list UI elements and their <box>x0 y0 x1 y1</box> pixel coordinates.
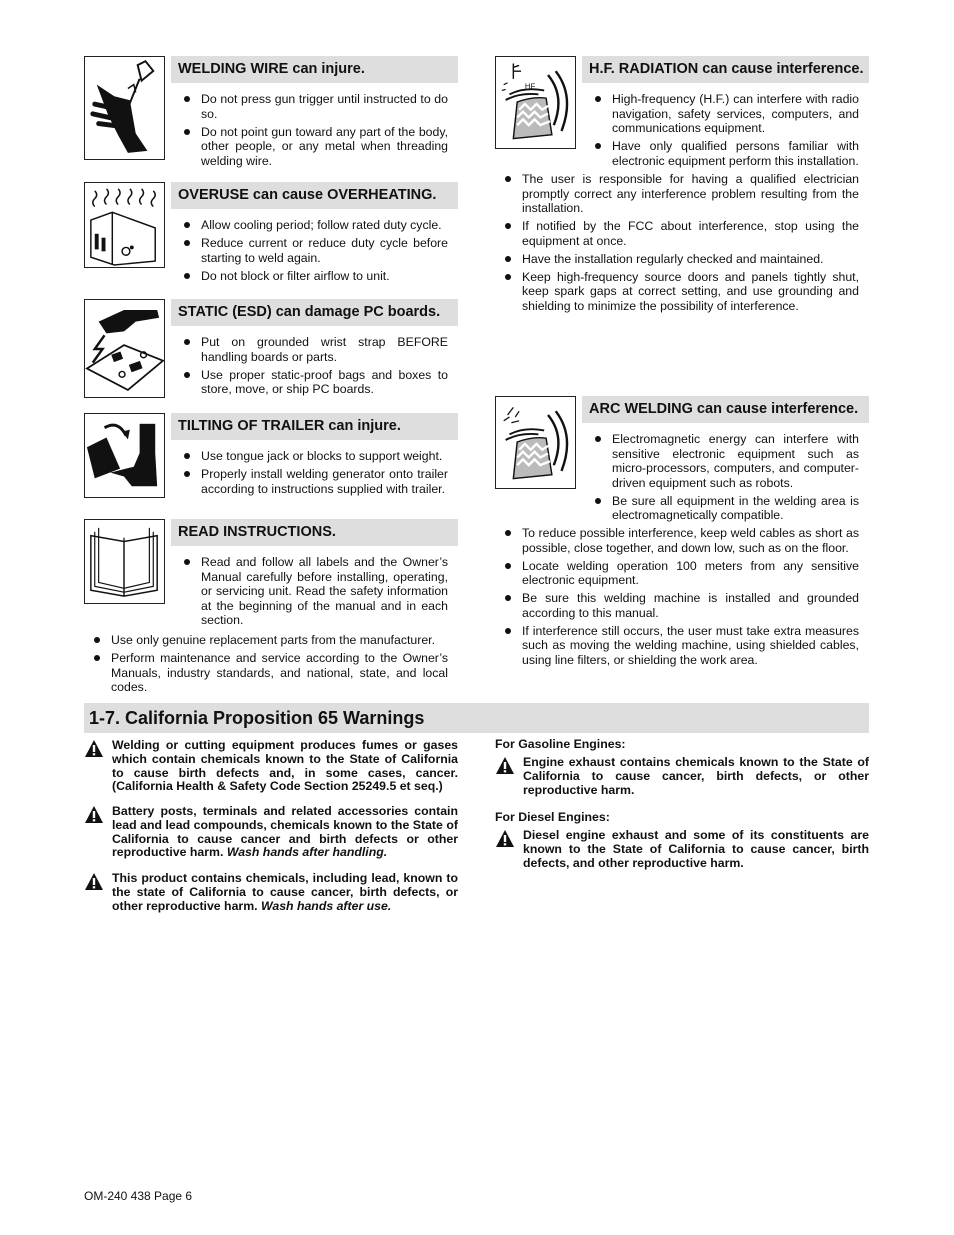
arc-extra-bullets <box>522 526 859 671</box>
open-manual-icon <box>84 519 165 604</box>
hazard-title: TILTING OF TRAILER can injure. <box>171 413 458 440</box>
list-item: Use tongue jack or blocks to support weight. <box>201 449 448 464</box>
warning-text: Engine exhaust contains chemicals known to the State of California to cause cancer, birth defects, or other reproductive harm. <box>523 755 869 797</box>
prop65-warning-diesel <box>495 829 869 870</box>
list-item: Read and follow all labels and the Owner’s Manual carefully before installing, operating, or servicing unit. Read the safety information at the beginning of the manual and in each section. <box>201 555 448 627</box>
list-item: Use only genuine replacement parts from the manufacturer. <box>111 633 448 648</box>
hazard-title: STATIC (ESD) can damage PC boards. <box>171 299 458 326</box>
warning-text: Battery posts, terminals and related accessories contain lead and lead compounds, chemicals known to the State of California to cause cancer and birth defects or other reproductive harm. Wash hands after handling. <box>112 804 458 860</box>
page-footer: OM-240 438 Page 6 <box>84 1189 193 1203</box>
hazard-bullets <box>201 92 448 172</box>
overheating-unit-icon <box>84 182 165 268</box>
list-item: Do not press gun trigger until instructed to do so. <box>201 92 448 121</box>
hf-extra-bullets <box>522 172 859 317</box>
warning-triangle-icon <box>84 739 104 758</box>
list-item: Put on grounded wrist strap BEFORE handling boards or parts. <box>201 335 448 364</box>
hazard-hf-radiation <box>495 56 869 346</box>
list-item: Have the installation regularly checked and maintained. <box>522 252 859 267</box>
list-item: Allow cooling period; follow rated duty cycle. <box>201 218 448 233</box>
list-item: To reduce possible interference, keep weld cables as short as possible, close together, and down low, such as on the floor. <box>522 526 859 555</box>
warning-text: Diesel engine exhaust and some of its constituents are known to the State of California to cause cancer, birth defects, and other reproductive harm. <box>523 828 869 870</box>
list-item: The user is responsible for having a qualified electrician promptly correct any interference problem resulting from the installation. <box>522 172 859 215</box>
hazard-bullets <box>201 555 448 631</box>
list-item: If interference still occurs, the user must take extra measures such as moving the welding machine, using shielded cables, using line filters, or shielding the work area. <box>522 623 859 667</box>
list-item: If notified by the FCC about interference, stop using the equipment at once. <box>522 219 859 248</box>
trailer-tilt-foot-icon <box>84 413 165 498</box>
welding-wire-hand-icon <box>84 56 165 160</box>
static-pc-board-icon <box>84 299 165 398</box>
hazard-bullets <box>201 335 448 400</box>
prop65-warning-gasoline <box>495 756 869 797</box>
hf-radiation-icon <box>495 56 576 149</box>
hazard-bullets <box>201 449 448 500</box>
warning-text: Welding or cutting equipment produces fumes or gases which contain chemicals known to the State of California to cause birth defects and, in some cases, cancer. (California Health & Safety Code Section 25249.5 et seq.) <box>112 738 458 794</box>
list-item: Keep high-frequency source doors and panels tightly shut, keep spark gaps at correct setting, and use grounding and shielding to minimize the possibility of interference. <box>522 269 859 313</box>
list-item: Locate welding operation 100 meters from any sensitive electronic equipment. <box>522 558 859 587</box>
list-item: Be sure all equipment in the welding area is electromagnetically compatible. <box>612 493 859 522</box>
hazard-bullets <box>201 218 448 287</box>
section-title: 1-7. California Proposition 65 Warnings <box>84 703 869 733</box>
list-item: Do not block or filter airflow to unit. <box>201 269 448 284</box>
hf-label: HF <box>524 81 536 91</box>
hazard-title: READ INSTRUCTIONS. <box>171 519 458 546</box>
list-item: Perform maintenance and service according to the Owner’s Manuals, industry standards, and national, state, and local codes. <box>111 651 448 694</box>
prop65-warning-fumes <box>84 739 458 794</box>
hazard-bullets <box>612 432 859 526</box>
list-item: Properly install welding generator onto trailer according to instructions supplied with trailer. <box>201 467 448 496</box>
warning-text: This product contains chemicals, including lead, known to the state of California to cause cancer, birth defects, or other reproductive harm. Wash hands after use. <box>112 871 458 913</box>
list-item: Electromagnetic energy can interfere with sensitive electronic equipment such as micro-processors, computers, and computer-driven equipment such as robots. <box>612 432 859 490</box>
prop65-warning-product <box>84 872 458 913</box>
hazard-welding-wire <box>84 56 458 166</box>
list-item: Be sure this welding machine is installed and grounded according to this manual. <box>522 591 859 620</box>
list-item: Do not point gun toward any part of the body, other people, or any metal when threading welding wire. <box>201 124 448 168</box>
gasoline-engines-label: For Gasoline Engines: <box>495 737 626 751</box>
prop65-warning-battery <box>84 805 458 860</box>
hazard-trailer-tilt <box>84 413 458 513</box>
hazard-title: WELDING WIRE can injure. <box>171 56 458 83</box>
hazard-title: H.F. RADIATION can cause interference. <box>582 56 869 83</box>
hazard-overheating <box>84 182 458 292</box>
list-item: High-frequency (H.F.) can interfere with radio navigation, safety services, computers, and communications equipment. <box>612 92 859 135</box>
left-extra-bullets <box>111 633 448 698</box>
diesel-engines-label: For Diesel Engines: <box>495 810 610 824</box>
warning-triangle-icon <box>84 805 104 824</box>
list-item: Reduce current or reduce duty cycle before starting to weld again. <box>201 236 448 265</box>
warning-triangle-icon <box>84 872 104 891</box>
arc-welding-interference-icon <box>495 396 576 489</box>
hazard-arc-welding <box>495 396 869 696</box>
hazard-read-instructions <box>84 519 458 639</box>
warning-triangle-icon <box>495 756 515 775</box>
list-item: Have only qualified persons familiar with electronic equipment perform this installation. <box>612 139 859 168</box>
hazard-bullets <box>612 92 859 172</box>
list-item: Use proper static-proof bags and boxes to store, move, or ship PC boards. <box>201 367 448 396</box>
hazard-static <box>84 299 458 409</box>
warning-triangle-icon <box>495 829 515 848</box>
hazard-title: OVERUSE can cause OVERHEATING. <box>171 182 458 209</box>
hazard-title: ARC WELDING can cause interference. <box>582 396 869 423</box>
